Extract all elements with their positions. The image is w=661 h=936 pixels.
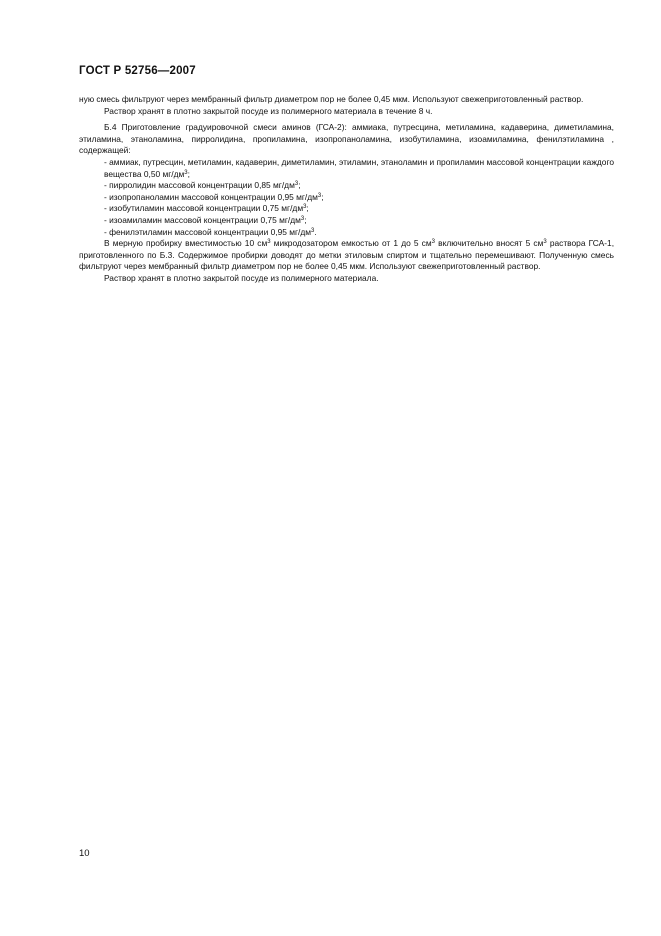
list-item: - фенилэтиламин массовой концентрации 0,95 $мг/дм^3$. (104, 226, 317, 237)
standard-id-header: ГОСТ Р 52756—2007 (79, 65, 196, 77)
body-text (79, 94, 614, 285)
list-item: - изоамиламин массовой концентрации 0,75 $мг/дм^3$; (104, 214, 307, 225)
list-item: - пирролидин массовой концентрации 0,85 $мг/дм^3$; (104, 180, 301, 191)
list-item: - аммиак, путресцин, метиламин, кадаверин, диметиламин, этиламин, этаноламин и пропиламин массовой концентрации каждого вещества 0,50 $мг/дм^3$; (104, 156, 614, 179)
list-item: - изобутиламин массовой концентрации 0,75 $мг/дм^3$; (104, 203, 309, 214)
page-number: 10 (79, 848, 90, 859)
list-item: - изопропаноламин массовой концентрации 0,95 $мг/дм^3$; (104, 191, 324, 202)
paragraph-storage-8h: Раствор хранят в плотно закрытой посуде из полимерного материала в течение 8 ч. (104, 105, 433, 116)
concentration-list (79, 157, 614, 238)
paragraph-continuation: ную смесь фильтруют через мембранный фильтр диаметром пор не более 0,45 мкм. Используют свежеприготовленный раствор. (79, 94, 584, 104)
paragraph-preparation: В мерную пробирку вместимостью 10 $см^3$ микродозатором емкостью от 1 до 5 $см^3$ включительно вносят 5 $см^3$ раствора ГСА-1, приготовленного по Б.3. Содержимое пробирки доводят до метки этиловым спиртом и тщательно перемешивают. Полученную смесь фильтруют через мембранный фильтр диаметром пор не более 0,45 мкм. Используют свежеприготовленный раствор. (79, 238, 615, 272)
paragraph-storage: Раствор хранят в плотно закрытой посуде из полимерного материала. (104, 272, 379, 283)
paragraph-b4-title: Б.4 Приготовление градуировочной смеси аминов (ГСА-2): аммиака, путресцина, метиламина, кадаверина, диметиламина, этиламина, этаноламина, пирролидина, пропиламина, изопропаноламина, изобутиламина, изоамиламина, фенилэтиламина , содержащей: (79, 122, 614, 156)
